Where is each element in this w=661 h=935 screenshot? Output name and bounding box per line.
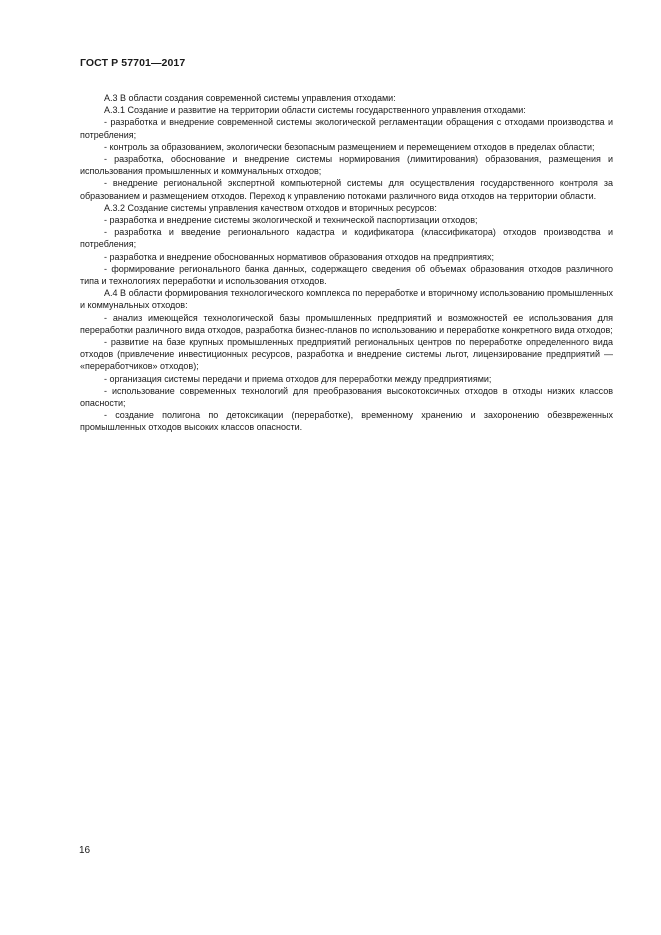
- page-number: 16: [79, 845, 91, 856]
- document-header: ГОСТ Р 57701—2017: [80, 57, 186, 69]
- list-item: - использование современных технологий для преобразования высокотоксичных отходов в отходы низких классов опасности;: [80, 385, 613, 409]
- list-item: - анализ имеющейся технологической базы промышленных предприятий и возможностей ее использования для переработки различного вида отходов, разработка бизнес-планов по использованию и переработке конкретного вида отходов;: [80, 312, 613, 335]
- list-item: - разработка, обоснование и внедрение системы нормирования (лимитирования) образования, размещения и использования промышленных и коммунальных отходов;: [80, 154, 613, 177]
- section-a3-heading: А.3 В области создания современной системы управления отходами:: [104, 93, 396, 103]
- document-body: [80, 92, 613, 434]
- list-item: - развитие на базе крупных промышленных предприятий региональных центров по переработке определенного вида отходов (привлечение инвестиционных ресурсов, разработка и внедрение системы льгот, лицензирование предприятий — «переработчиков» отходов);: [80, 337, 613, 372]
- list-item: - разработка и введение регионального кадастра и кодификатора (классификатора) отходов производства и потребления;: [80, 227, 613, 250]
- list-item: - разработка и внедрение современной системы экологической регламентации обращения с отходами производства и потребления;: [80, 117, 613, 140]
- list-item: - формирование регионального банка данных, содержащего сведения об объемах образования отходов различного типа и технологиях переработки и использования отходов.: [80, 263, 613, 287]
- list-item: - контроль за образованием, экологически безопасным размещением и перемещением отходов в пределах области;: [104, 141, 595, 152]
- list-item: - организация системы передачи и приема отходов для переработки между предприятиями;: [104, 373, 492, 384]
- section-a4-heading: А.4 В области формирования технологического комплекса по переработке и вторичному использованию промышленных и коммунальных отходов:: [80, 288, 613, 311]
- list-item: - создание полигона по детоксикации (переработке), временному хранению и захоронению обезвреженных промышленных отходов высоких классов опасности.: [80, 410, 613, 433]
- list-item: - внедрение региональной экспертной компьютерной системы для осуществления государственного контроля за образованием и размещением отходов. Переход к управлению потоками различного вида отходов на территории области.: [80, 178, 613, 201]
- list-item: - разработка и внедрение системы экологической и технической паспортизации отходов;: [104, 215, 478, 226]
- section-a3-2-heading: А.3.2 Создание системы управления качеством отходов и вторичных ресурсов:: [104, 202, 437, 213]
- section-a3-1-heading: А.3.1 Создание и развитие на территории области системы государственного управления отходами:: [104, 105, 526, 116]
- list-item: - разработка и внедрение обоснованных нормативов образования отходов на предприятиях;: [104, 251, 495, 262]
